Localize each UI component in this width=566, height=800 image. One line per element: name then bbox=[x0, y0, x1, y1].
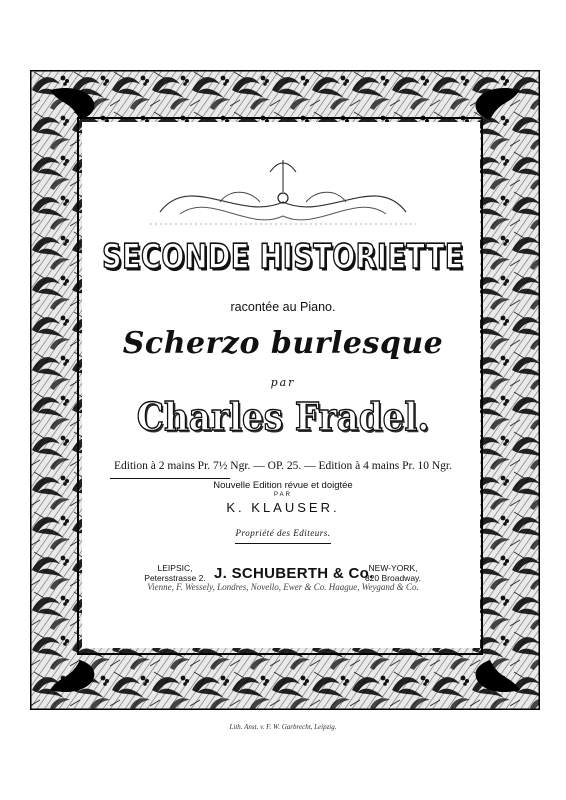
printer-credit: Lith. Anst. v. F. W. Garbrecht, Leipzig. bbox=[229, 723, 337, 731]
newyork-street: 820 Broadway. bbox=[364, 573, 422, 583]
publisher-name: J. SCHUBERTH & Co. bbox=[214, 565, 374, 582]
edition-underline bbox=[110, 478, 230, 479]
work-title: SECONDE HISTORIETTE bbox=[102, 238, 464, 277]
editor-name: K. KLAUSER. bbox=[226, 500, 340, 515]
ornament-flourish bbox=[150, 152, 416, 232]
subtitle: racontée au Piano. bbox=[230, 300, 336, 314]
agents-line: Vienne, F. Wessely, Londres, Novello, Ewer & Co. Haague, Weygand & Co. bbox=[147, 582, 419, 592]
by-label-small: PAR bbox=[274, 492, 292, 498]
genre-title: Scherzo burlesque bbox=[122, 326, 444, 361]
by-label: par bbox=[270, 376, 296, 389]
newyork-city: NEW-YORK, bbox=[368, 563, 418, 573]
composer-name: Charles Fradel. bbox=[136, 394, 430, 439]
leipsic-city: LEIPSIC, bbox=[157, 563, 193, 573]
leipsic-address bbox=[140, 563, 210, 583]
property-notice: Propriété des Editeurs. bbox=[235, 528, 331, 538]
edition-info: Edition à 2 mains Pr. 7½ Ngr. — OP. 25. — Edition à 4 mains Pr. 10 Ngr. bbox=[114, 460, 452, 472]
leipsic-street: Petersstrasse 2. bbox=[144, 573, 206, 583]
newyork-address bbox=[356, 563, 430, 583]
revised-edition-label: Nouvelle Edition révue et doigtée bbox=[213, 480, 353, 491]
property-underline bbox=[235, 543, 331, 544]
